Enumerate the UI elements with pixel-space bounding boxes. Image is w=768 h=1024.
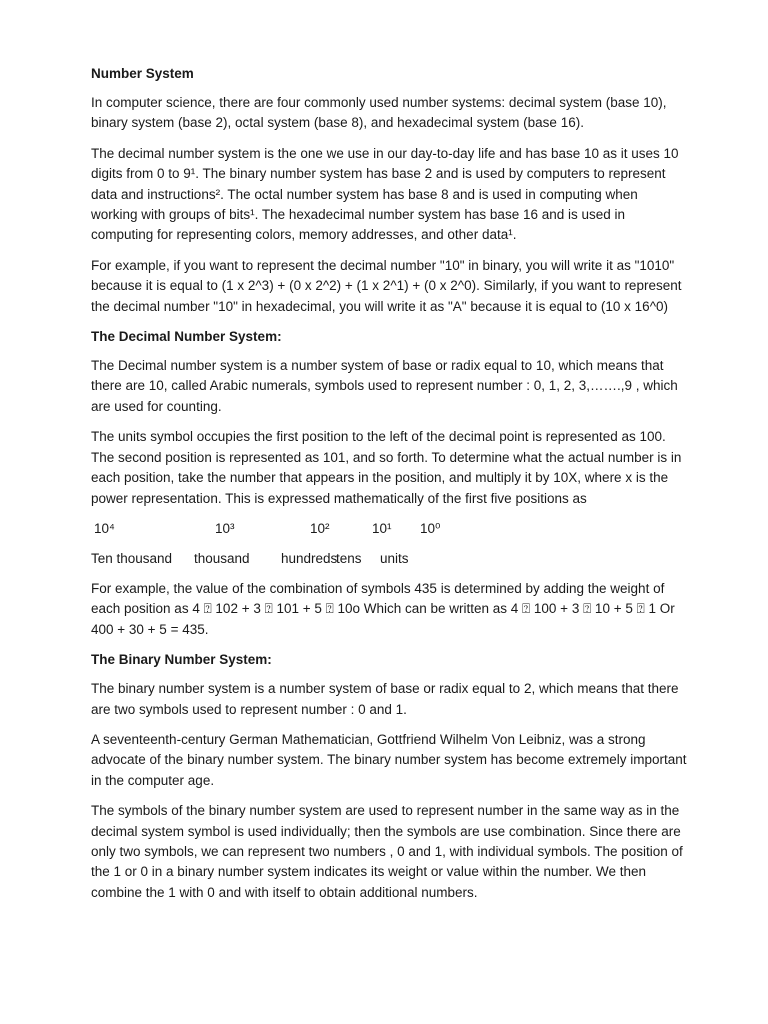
power-10-3: 10³ (215, 520, 235, 536)
place-name-hundreds: hundreds (281, 550, 338, 566)
binary-paragraph-2: A seventeenth-century German Mathematician, Gottfriend Wilhelm Von Leibniz, was a strong advocate of the binary number system. The binary number system has become extremely important in the computer age. (91, 731, 687, 788)
place-name-thousand: thousand (194, 550, 250, 566)
decimal-heading: The Decimal Number System: (91, 329, 282, 345)
binary-heading: The Binary Number System: (91, 652, 272, 668)
decimal-paragraph-3: For example, the value of the combination of symbols 435 is determined by adding the weight of each position as 4 ⍰ 102 + 3 ⍰ 101 + 5 ⍰ 10o Which can be written as 4 ⍰ 100 + 3 ⍰ 10 + 5 ⍰ 1 Or 400 + 30 + 5 = 435. (91, 580, 675, 637)
decimal-paragraph-2: The units symbol occupies the first position to the left of the decimal point is represented as 100. The second position is represented as 101, and so forth. To determine what the actual number is in each position, take the number that appears in the position, and multiply it by 10X, where x is the power representation. This is expressed mathematically of the first five positions as (91, 429, 682, 506)
intro-paragraph: In computer science, there are four commonly used number systems: decimal system (base 10), binary system (base 2), octal system (base 8), and hexadecimal system (base 16). (91, 95, 667, 131)
example-paragraph: For example, if you want to represent the decimal number "10" in binary, you will write it as "1010" because it is equal to (1 x 2^3) + (0 x 2^2) + (1 x 2^1) + (0 x 2^0). Similarly, if you want to represent the decimal number "10" in hexadecimal, you will write it as "A" because it is equal to (10 x 16^0) (91, 257, 682, 314)
place-name-tens: tens (336, 550, 362, 566)
document-title: Number System (91, 66, 194, 81)
number-systems-paragraph: The decimal number system is the one we use in our day-to-day life and has base 10 as it uses 10 digits from 0 to 9¹. The binary number system has base 2 and is used by computers to represent data and instructions². The octal number system has base 8 and is used in computing when working with groups of bits¹. The hexadecimal number system has base 16 and is used in computing for representing colors, memory addresses, and other data¹. (91, 145, 679, 243)
power-10-4: 10⁴ (94, 520, 115, 536)
power-10-0: 10⁰ (420, 520, 441, 536)
place-names-row (91, 549, 688, 569)
powers-of-ten-row (91, 519, 688, 539)
decimal-paragraph-1: The Decimal number system is a number system of base or radix equal to 10, which means that there are 10, called Arabic numerals, symbols used to represent number : 0, 1, 2, 3,…….,9 , which are used for counting. (91, 358, 678, 414)
power-10-2: 10² (310, 520, 330, 536)
power-10-1: 10¹ (372, 520, 392, 536)
place-name-ten-thousand: Ten thousand (91, 550, 173, 566)
binary-paragraph-1: The binary number system is a number system of base or radix equal to 2, which means that there are two symbols used to represent number : 0 and 1. (91, 681, 679, 717)
place-name-units: units (380, 550, 409, 566)
binary-paragraph-3: The symbols of the binary number system are used to represent number in the same way as in the decimal system symbol is used individually; then the symbols are use combination. Since there are only two symbols, we can represent two numbers , 0 and 1, with individual symbols. The position of the 1 or 0 in a binary number system indicates its weight or value within the number. We then combine the 1 with 0 and with itself to obtain additional numbers. (91, 803, 683, 900)
